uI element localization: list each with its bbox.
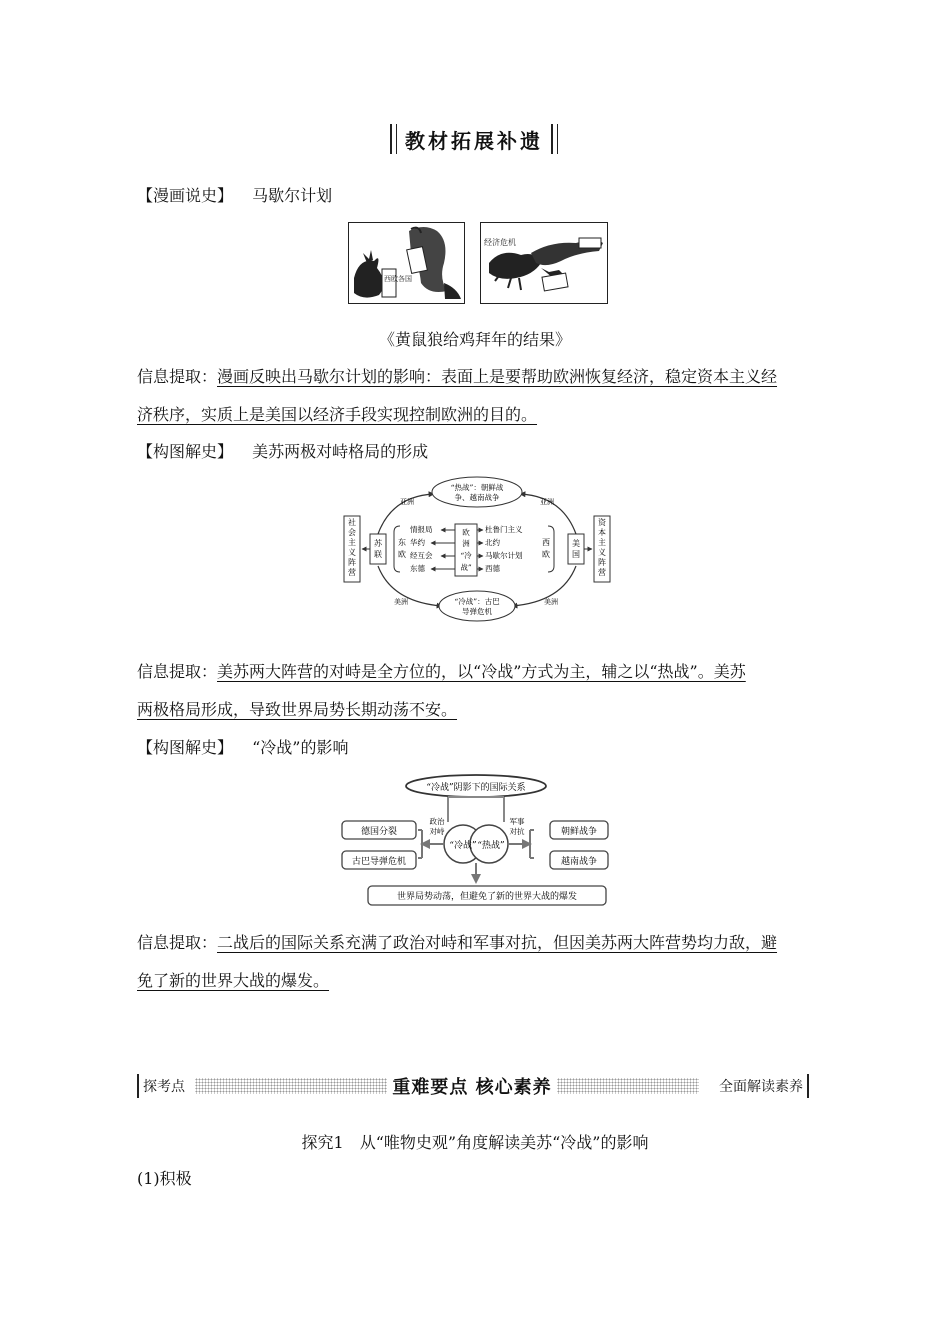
diagram1-info-line2 [137,700,457,720]
west-europe-char2: 欧 [542,550,550,559]
europe-cold-char2: 洲 [462,539,470,548]
cartoon-label: 【漫画说史】 [137,186,234,205]
explore-heading: 探究1 从“唯物史观”角度解读美苏“冷战”的影响 [301,1133,649,1152]
cold-war-line2: 导弹危机 [462,607,492,616]
explore-item1: (1)积极 [137,1169,192,1188]
soviet-char1: 苏 [374,539,382,548]
east-europe-char2: 欧 [398,550,406,559]
impact-left-item1: 德国分裂 [360,827,398,837]
europe-cold-char3: “冷 [460,551,472,560]
left-camp-char: 营 [348,568,356,577]
left-item: 华约 [410,538,425,547]
title-bar-left [390,124,397,154]
left-camp-char: 主 [348,538,356,547]
europe-cold-char4: 战” [460,563,472,572]
left-camp-char: 社 [348,518,356,527]
band-left-tag: 探考点 [137,1074,193,1098]
impact-bottom: 世界局势动荡，但避免了新的世界大战的爆发 [396,892,578,902]
section-title [385,120,563,158]
section2-band [137,1074,809,1098]
diagram2-label: 【构图解史】 [137,738,234,757]
diagram1-label: 【构图解史】 [137,442,234,461]
diagram2-heading [137,738,348,758]
cartoon-left-tag: 西欧各国 [384,275,412,283]
west-europe-char1: 西 [542,538,550,547]
politics-line2: 对峙 [429,827,445,836]
diagram1-info-label: 信息提取： [137,662,218,681]
impact-right-item1: 朝鲜战争 [560,827,598,837]
cartoon-info-text1: 漫画反映出马歇尔计划的影响：表面上是要帮助欧洲恢复经济，稳定资本主义经 [217,367,778,386]
diagram2-topic: “冷战”的影响 [252,738,349,757]
band-right-tag: 全面解读素养 [703,1074,809,1098]
left-item: 经互会 [410,551,433,560]
diagram2-info-line2 [137,971,329,991]
right-item: 马歇尔计划 [485,551,523,560]
cold-war-line1: “冷战”：古巴 [454,597,500,606]
right-item: 北约 [485,538,500,547]
right-item: 西德 [485,564,500,573]
left-item: 东德 [410,564,425,573]
cartoon-right-tag: 经济危机 [484,238,516,247]
asia-label-right: 亚洲 [540,498,554,506]
left-camp-char: 会 [348,528,356,537]
diagram2-info-text2: 免了新的世界大战的爆发。 [137,971,330,990]
right-camp-char: 本 [598,528,606,537]
diagram1-info-text2: 两极格局形成，导致世界局势长期动荡不安。 [137,700,458,719]
diagram2-info-text1: 二战后的国际关系充满了政治对峙和军事对抗，但因美苏两大阵营势均力敌，避 [217,933,778,952]
military-line2: 对抗 [509,827,525,836]
impact-right-item2: 越南战争 [560,857,598,867]
east-europe-char1: 东 [398,538,406,547]
hot-war-line2: 争、越南战争 [454,493,500,502]
cartoon-left-image [348,222,465,304]
cold-war-impact-diagram [340,772,612,908]
america-label-left: 美洲 [394,598,408,606]
impact-cold: “冷战” [449,841,477,851]
right-item: 杜鲁门主义 [485,525,523,534]
asia-label-left: 亚洲 [400,498,414,506]
band-dots-right [557,1078,699,1094]
cartoon-info-text2: 济秩序，实质上是美国以经济手段实现控制欧洲的目的。 [137,405,538,424]
title-bar-right [551,124,558,154]
band-dots-left [195,1078,387,1094]
section-title-text: 教材拓展补遗 [405,128,543,153]
usa-char1: 美 [572,539,580,548]
left-camp-char: 义 [348,548,356,557]
left-item: 情报局 [410,525,433,534]
right-camp-char: 资 [598,518,606,527]
usa-char2: 国 [572,550,580,559]
impact-left-item2: 古巴导弹危机 [351,857,407,867]
right-camp-char: 主 [598,538,606,547]
cartoon-info-line1 [137,367,777,387]
politics-line1: 政治 [429,817,445,826]
cartoon-topic: 马歇尔计划 [252,186,333,205]
diagram2-info-line1 [137,933,777,953]
diagram1-info-line1 [137,662,746,682]
cartoon-heading [137,186,332,206]
soviet-char2: 联 [374,550,382,559]
right-camp-char: 阵 [598,558,606,567]
europe-cold-char1: 欧 [462,528,470,537]
military-line1: 军事 [509,817,525,826]
cartoon-caption: 《黄鼠狼给鸡拜年的结果》 [378,330,571,349]
diagram1-topic: 美苏两极对峙格局的形成 [252,442,429,461]
band-title: 重难要点 核心素养 [392,1077,552,1098]
diagram1-heading [137,442,428,462]
america-label-right: 美洲 [544,598,558,606]
right-camp-char: 营 [598,568,606,577]
cartoon-info-line2 [137,405,537,425]
diagram2-info-label: 信息提取： [137,933,218,952]
impact-top: “冷战”阴影下的国际关系 [426,783,526,793]
hot-war-line1: “热战”：朝鲜战 [450,483,504,492]
right-camp-char: 义 [598,548,606,557]
cartoon-info-label: 信息提取： [137,367,218,386]
cartoon-right-image [480,222,608,304]
diagram1-info-text1: 美苏两大阵营的对峙是全方位的，以“冷战”方式为主，辅之以“热战”。美苏 [217,662,746,681]
impact-hot: “热战” [477,841,505,851]
left-camp-char: 阵 [348,558,356,567]
bipolar-diagram [342,474,612,624]
